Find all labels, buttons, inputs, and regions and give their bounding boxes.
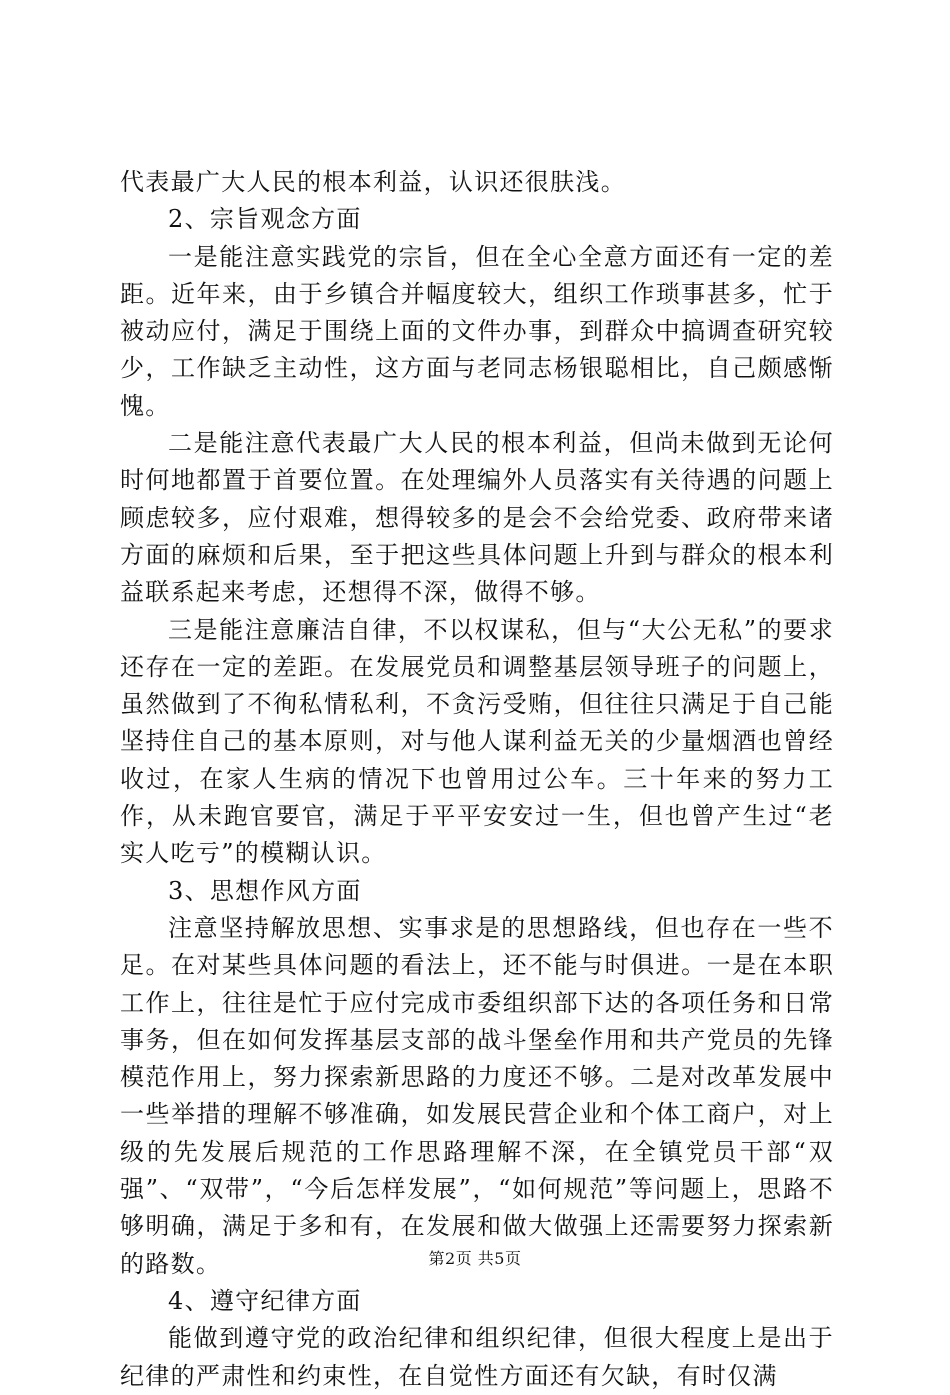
paragraph: 三是能注意廉洁自律，不以权谋私，但与“大公无私”的要求还存在一定的差距。在发展党员和调整基层领导班子的问题上，虽然做到了不徇私情私利，不贪污受贿，但往往只满足于自己能坚持住自己的基本原则，对与他人谋利益无关的少量烟酒也曾经收过，在家人生病的情况下也曾用过公车。三十年来的努力工作，从未跑官要官，满足于平平安安过一生，但也曾产生过“老实人吃亏”的模糊认识。 <box>120 615 834 868</box>
document-body <box>120 164 834 1395</box>
paragraph: 二是能注意代表最广大人民的根本利益，但尚未做到无论何时何地都置于首要位置。在处理编外人员落实有关待遇的问题上顾虑较多，应付艰难，想得较多的是会不会给党委、政府带来诸方面的麻烦和后果，至于把这些具体问题上升到与群众的根本利益联系起来考虑，还想得不深，做得不够。 <box>120 429 834 607</box>
page-number-footer: 第2页 共5页 <box>428 1249 522 1268</box>
paragraph: 注意坚持解放思想、实事求是的思想路线，但也存在一些不足。在对某些具体问题的看法上，还不能与时俱进。一是在本职工作上，往往是忙于应付完成市委组织部下达的各项任务和日常事务，但在如何发挥基层支部的战斗堡垒作用和共产党员的先锋模范作用上，努力探索新思路的力度还不够。二是对改革发展中一些举措的理解不够准确，如发展民营企业和个体工商户，对上级的先发展后规范的工作思路理解不深，在全镇党员干部“双强”、“双带”，“今后怎样发展”，“如何规范”等问题上，思路不够明确，满足于多和有，在发展和做大做强上还需要努力探索新的路数。 <box>120 913 834 1278</box>
section-heading-purpose: 2、宗旨观念方面 <box>168 205 362 234</box>
section-heading-discipline: 4、遵守纪律方面 <box>168 1286 362 1315</box>
paragraph-continuation: 代表最广大人民的根本利益，认识还很肤浅。 <box>120 168 626 196</box>
section-heading-thinking-style: 3、思想作风方面 <box>168 876 362 905</box>
paragraph: 一是能注意实践党的宗旨，但在全心全意方面还有一定的差距。近年来，由于乡镇合并幅度较大，组织工作琐事甚多，忙于被动应付，满足于围绕上面的文件办事，到群众中搞调查研究较少，工作缺乏主动性，这方面与老同志杨银聪相比，自己颇感惭愧。 <box>120 242 834 420</box>
paragraph: 能做到遵守党的政治纪律和组织纪律，但很大程度上是出于纪律的严肃性和约束性，在自觉性方面还有欠缺，有时仅满 <box>120 1324 834 1390</box>
